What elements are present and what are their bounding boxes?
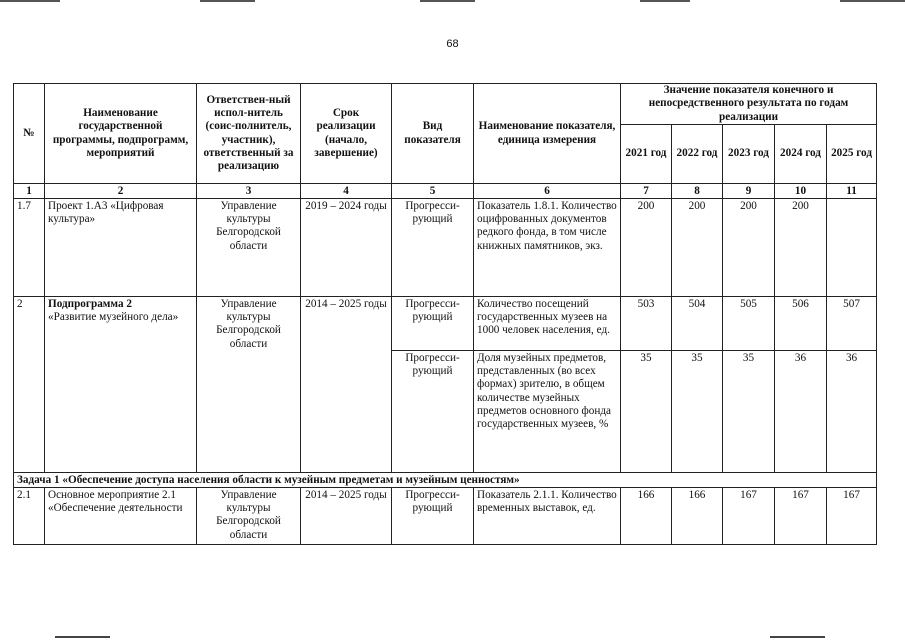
column-number: 8 — [672, 184, 723, 199]
row-value — [827, 199, 877, 297]
header-indicator: Наименование показателя, единица измерения — [474, 84, 621, 184]
row-num: 2.1 — [14, 488, 45, 545]
header-year: 2024 год — [775, 125, 827, 184]
row-period: 2019 – 2024 годы — [301, 199, 392, 297]
row-executor: Управление культуры Белгородской области — [197, 199, 301, 297]
row-program-title: Подпрограмма 2 — [48, 298, 132, 310]
table-row — [14, 488, 877, 545]
column-number: 10 — [775, 184, 827, 199]
task-title: Задача 1 «Обеспечение доступа населения области к музейным предметам и музейным ценностям» — [14, 473, 877, 488]
header-program: Наименование государственной программы, подпрограмм, мероприятий — [45, 84, 197, 184]
task-row — [14, 473, 877, 488]
row-indicator: Количество посещений государственных музеев на 1000 человек населения, ед. — [474, 297, 621, 351]
row-value: 506 — [775, 297, 827, 351]
header-year: 2023 год — [723, 125, 775, 184]
row-value: 200 — [672, 199, 723, 297]
table-row — [14, 297, 877, 351]
header-row — [14, 84, 877, 125]
scan-edge-mark — [640, 0, 690, 2]
row-value: 167 — [723, 488, 775, 545]
row-value: 507 — [827, 297, 877, 351]
row-period: 2014 – 2025 годы — [301, 297, 392, 473]
row-program — [45, 297, 197, 473]
header-period: Срок реализации (начало, завершение) — [301, 84, 392, 184]
column-number: 4 — [301, 184, 392, 199]
row-num: 1.7 — [14, 199, 45, 297]
row-value: 35 — [621, 351, 672, 473]
row-value: 166 — [672, 488, 723, 545]
column-number: 11 — [827, 184, 877, 199]
row-program: Основное мероприятие 2.1 «Обеспечение деятельности — [45, 488, 197, 545]
row-value: 200 — [775, 199, 827, 297]
table-row — [14, 199, 877, 297]
column-number: 5 — [392, 184, 474, 199]
header-executor: Ответствен-ный испол-нитель (соис-полнитель, участник), ответственный за реализацию — [197, 84, 301, 184]
header-year: 2021 год — [621, 125, 672, 184]
row-value: 166 — [621, 488, 672, 545]
column-number: 7 — [621, 184, 672, 199]
header-num: № — [14, 84, 45, 184]
row-kind: Прогресси-рующий — [392, 199, 474, 297]
row-num: 2 — [14, 297, 45, 473]
row-period: 2014 – 2025 годы — [301, 488, 392, 545]
scan-edge-mark — [840, 0, 905, 2]
column-number: 6 — [474, 184, 621, 199]
row-value: 505 — [723, 297, 775, 351]
header-kind: Вид показателя — [392, 84, 474, 184]
row-kind: Прогресси-рующий — [392, 488, 474, 545]
row-program: Проект 1.А3 «Цифровая культура» — [45, 199, 197, 297]
scan-edge-mark — [55, 636, 110, 638]
row-program-name: «Развитие музейного дела» — [48, 311, 179, 324]
row-value: 503 — [621, 297, 672, 351]
column-number: 2 — [45, 184, 197, 199]
row-value: 504 — [672, 297, 723, 351]
row-indicator: Доля музейных предметов, представленных (во всех формах) зрителю, в общем количестве музейных предметов основного фонда государственных музеев, % — [474, 351, 621, 473]
header-year: 2022 год — [672, 125, 723, 184]
row-value: 35 — [723, 351, 775, 473]
indicators-table — [13, 83, 877, 545]
row-value: 200 — [621, 199, 672, 297]
row-indicator: Показатель 1.8.1. Количество оцифрованных документов редкого фонда, в том числе книжных памятников, экз. — [474, 199, 621, 297]
row-value: 36 — [775, 351, 827, 473]
column-number: 9 — [723, 184, 775, 199]
row-value: 35 — [672, 351, 723, 473]
scan-edge-mark — [420, 0, 475, 2]
page-number: 68 — [446, 38, 459, 50]
row-value: 200 — [723, 199, 775, 297]
row-value: 167 — [827, 488, 877, 545]
column-numbers-row — [14, 184, 877, 199]
column-number: 1 — [14, 184, 45, 199]
header-values-group: Значение показателя конечного и непосредственного результата по годам реализации — [621, 84, 877, 125]
column-number: 3 — [197, 184, 301, 199]
row-executor: Управление культуры Белгородской области — [197, 488, 301, 545]
scan-edge-mark — [200, 0, 255, 2]
row-kind: Прогресси-рующий — [392, 297, 474, 351]
header-year: 2025 год — [827, 125, 877, 184]
scan-edge-mark — [770, 636, 825, 638]
row-value: 36 — [827, 351, 877, 473]
row-value: 167 — [775, 488, 827, 545]
scan-edge-mark — [0, 0, 60, 2]
row-indicator: Показатель 2.1.1. Количество временных выставок, ед. — [474, 488, 621, 545]
row-executor: Управление культуры Белгородской области — [197, 297, 301, 473]
row-kind: Прогресси-рующий — [392, 351, 474, 473]
